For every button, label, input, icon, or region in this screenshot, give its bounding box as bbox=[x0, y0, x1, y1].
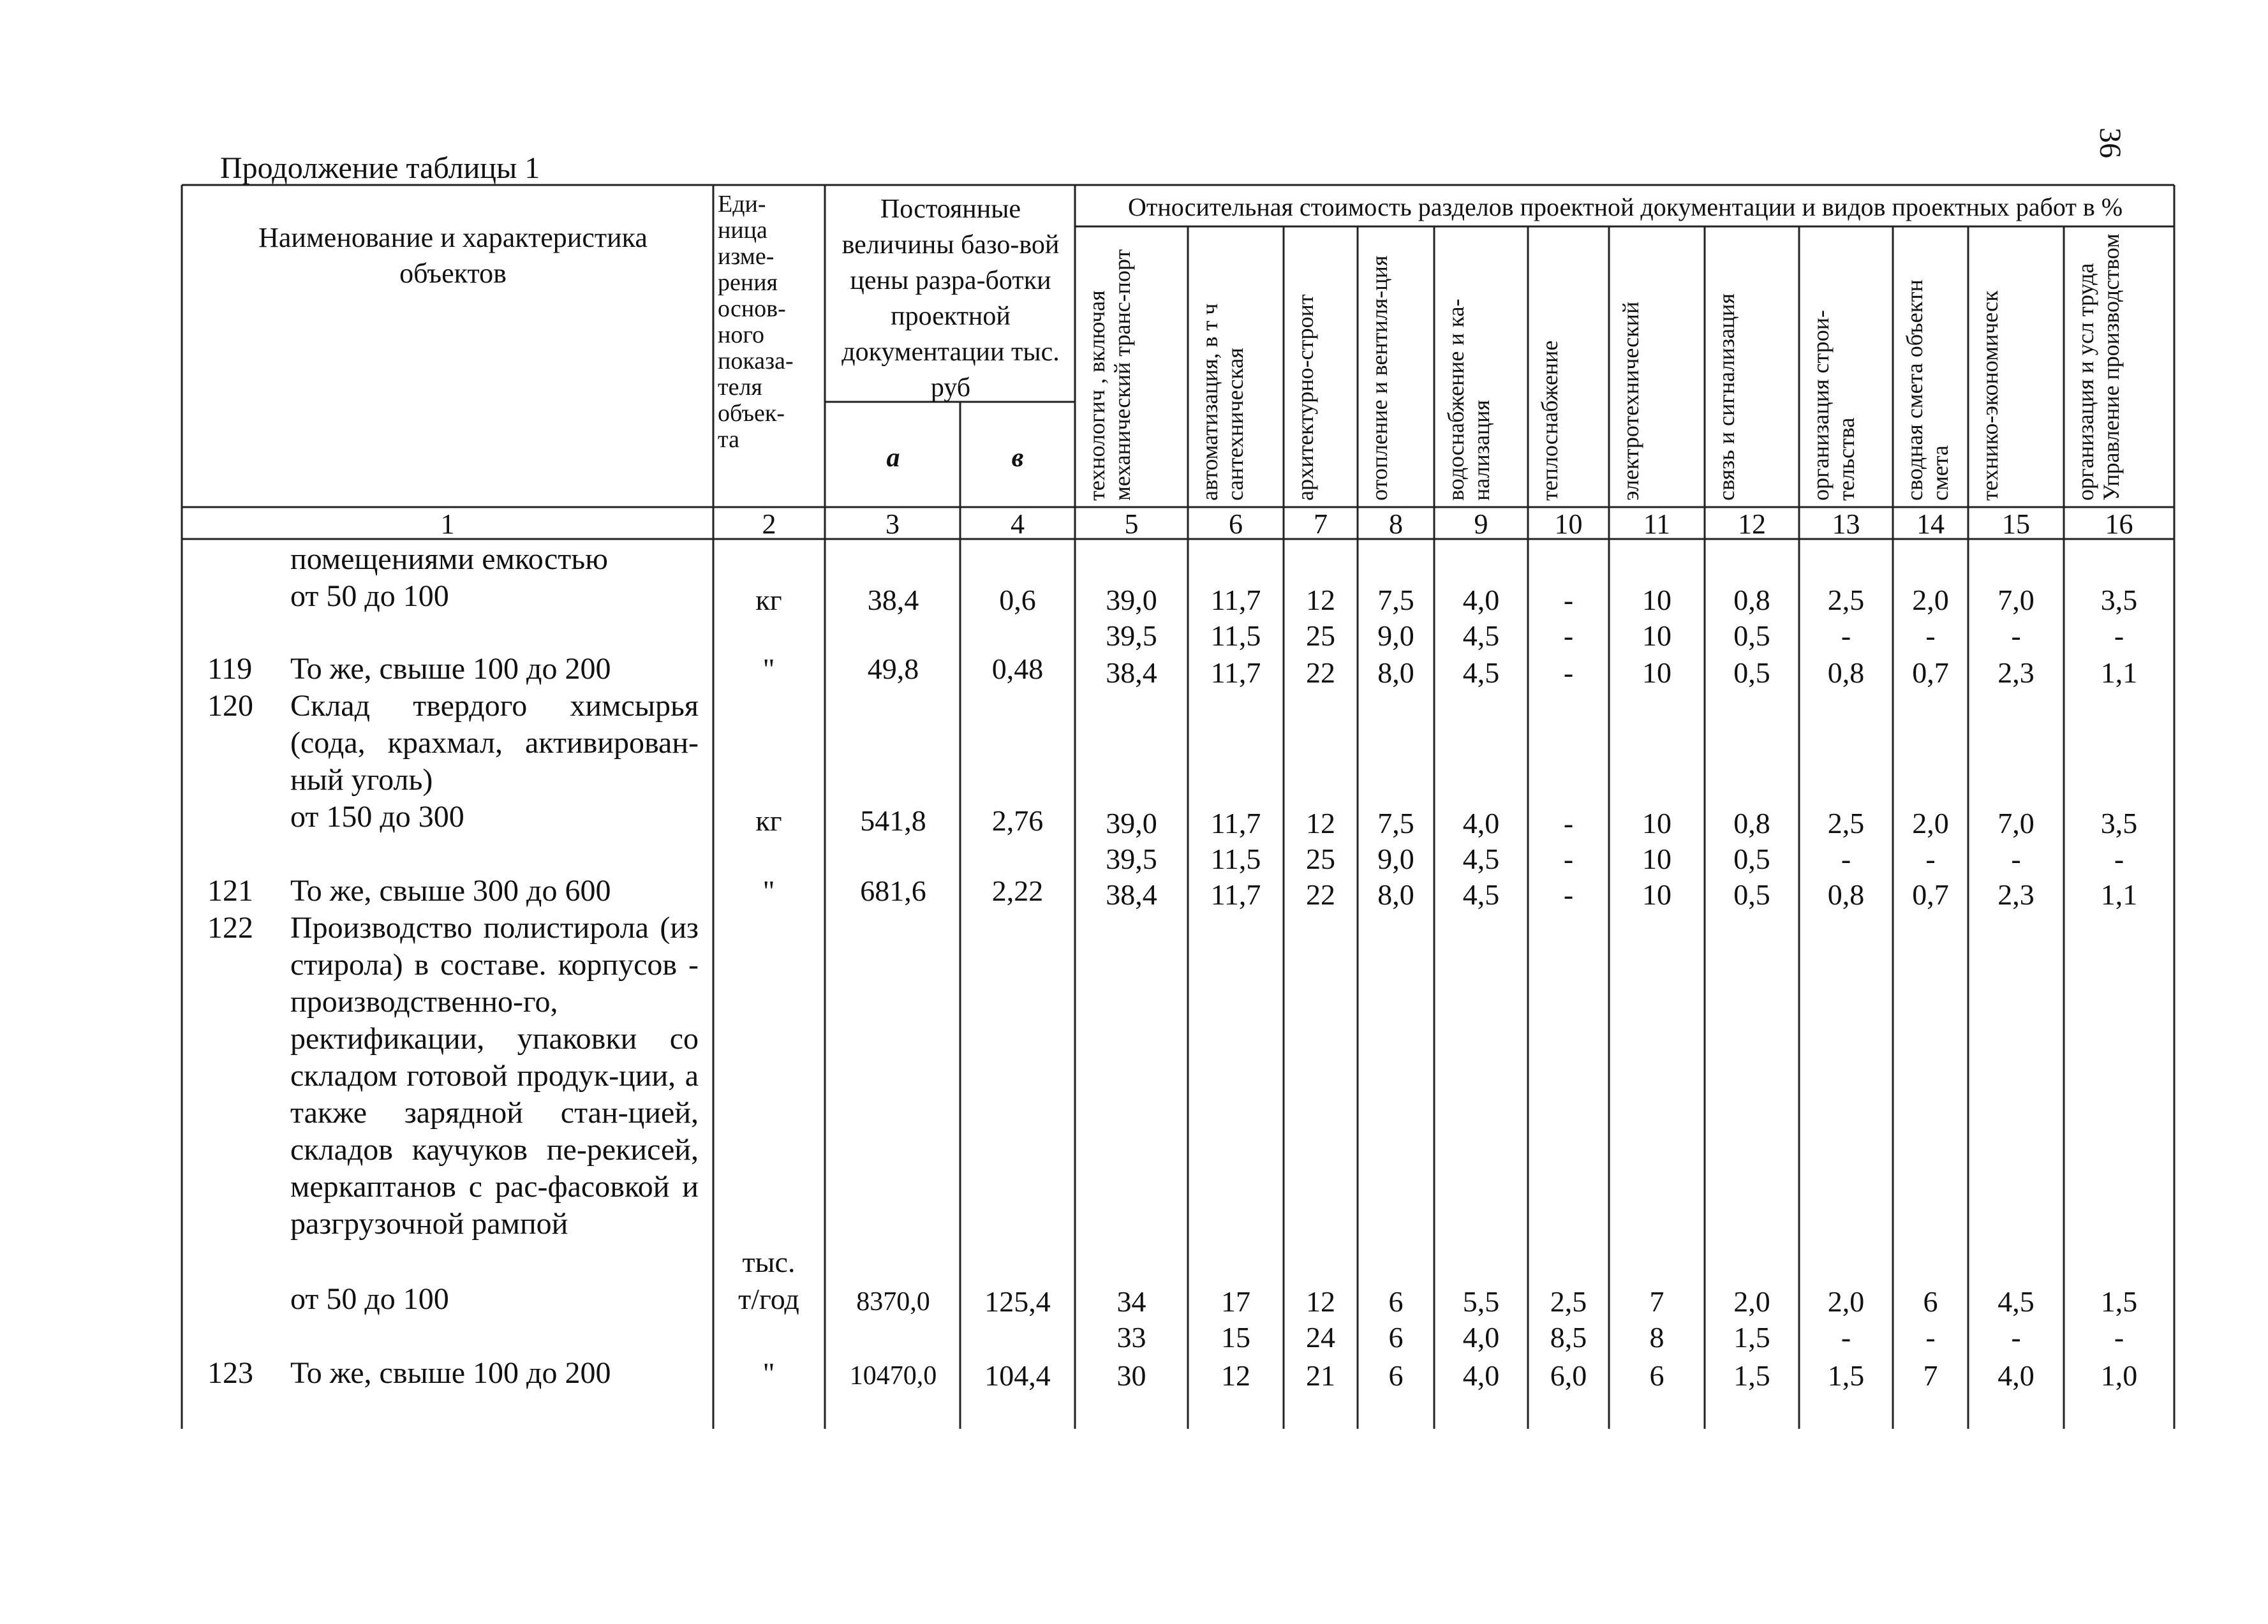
column-number-9: 9 bbox=[1474, 508, 1488, 540]
cell-r0_v1-col15: 7,0 bbox=[1997, 584, 2035, 616]
header-sub-b: в bbox=[1011, 443, 1024, 473]
cell-r123_v-col16: 1,0 bbox=[2100, 1359, 2138, 1392]
header-base-price: Постоянные величины базо-вой цены разра-ботки проектной документации тыс. руб bbox=[841, 195, 1060, 402]
header-name: Наименование и характеристика объектов bbox=[258, 222, 648, 289]
column-number-7: 7 bbox=[1314, 508, 1328, 540]
cell-r122_v2-col12: 1,5 bbox=[1733, 1321, 1770, 1354]
cell-r120_v2-col16: - bbox=[2114, 843, 2124, 875]
cell-r122_v2-col14: - bbox=[1925, 1321, 1936, 1354]
cell-r119_v-col9: 4,5 bbox=[1462, 656, 1500, 689]
cell-r122_v1-col9: 5,5 bbox=[1462, 1285, 1500, 1318]
row120-desc-b: от 150 до 300 bbox=[290, 800, 464, 834]
cell-r120_v1-col10: - bbox=[1563, 807, 1574, 839]
cell-r121_v-col14: 0,7 bbox=[1912, 878, 1949, 911]
cell-r121_v-col5: 38,4 bbox=[1106, 878, 1157, 911]
cell-r0_v2-col15: - bbox=[2011, 619, 2021, 652]
cell-r119_v-col15: 2,3 bbox=[1997, 656, 2035, 689]
cell-r0_v2-col16: - bbox=[2114, 619, 2124, 652]
cell-r0_v1-col12: 0,8 bbox=[1733, 584, 1770, 616]
cell-r120_v2-col8: 9,0 bbox=[1377, 843, 1414, 875]
row119-desc: То же, свыше 100 до 200 bbox=[290, 652, 611, 686]
cell-r122_v2-col10: 8,5 bbox=[1550, 1321, 1587, 1354]
cell-r120_v2-col14: - bbox=[1925, 843, 1936, 875]
row121-desc: То же, свыше 300 до 600 bbox=[290, 874, 611, 908]
header-sub-a: а bbox=[886, 443, 900, 473]
cell-r121_v-col16: 1,1 bbox=[2100, 878, 2138, 911]
header-vertical-16: организация и усл труда Управление производством bbox=[2073, 233, 2124, 501]
header-vertical-14: сводная смета объектн смета bbox=[1902, 279, 1953, 501]
row120-unit: кг bbox=[755, 804, 782, 837]
cell-r0_v2-col12: 0,5 bbox=[1733, 619, 1770, 652]
header-vertical-13: организация строи-тельства bbox=[1808, 310, 1859, 501]
cell-r120_v2-col7: 25 bbox=[1306, 843, 1335, 875]
cell-r120_v1-col5: 39,0 bbox=[1106, 807, 1157, 839]
cell-r119_v-col12: 0,5 bbox=[1733, 656, 1770, 689]
cell-r122_v2-col11: 8 bbox=[1649, 1321, 1664, 1354]
header-vertical-8: отопление и вентиля-ция bbox=[1367, 255, 1392, 501]
row123-number: 123 bbox=[207, 1356, 253, 1390]
cell-r0_v1-col11: 10 bbox=[1642, 584, 1671, 616]
cell-r0_v1-col7: 12 bbox=[1306, 584, 1335, 616]
cell-r0_v2-col5: 39,5 bbox=[1106, 619, 1157, 652]
cell-r123_v-col9: 4,0 bbox=[1462, 1359, 1500, 1392]
row120-number: 120 bbox=[207, 689, 253, 723]
row121-a: 681,6 bbox=[860, 875, 926, 907]
row0-a: 38,4 bbox=[867, 584, 919, 616]
cell-r119_v-col14: 0,7 bbox=[1912, 656, 1949, 689]
row119-b: 0,48 bbox=[991, 653, 1044, 685]
cell-r123_v-col13: 1,5 bbox=[1827, 1359, 1865, 1392]
cell-r0_v2-col11: 10 bbox=[1642, 619, 1671, 652]
row123-unit: " bbox=[762, 1357, 775, 1389]
cell-r0_v2-col8: 9,0 bbox=[1377, 619, 1414, 652]
header-vertical-12: связь и сигнализация bbox=[1714, 293, 1739, 501]
cell-r120_v1-col6: 11,7 bbox=[1210, 807, 1261, 839]
column-number-8: 8 bbox=[1389, 508, 1403, 540]
cell-r121_v-col13: 0,8 bbox=[1827, 878, 1865, 911]
cell-r121_v-col10: - bbox=[1563, 878, 1574, 911]
cell-r122_v1-col8: 6 bbox=[1388, 1285, 1404, 1318]
cell-r120_v1-col14: 2,0 bbox=[1912, 807, 1949, 839]
page-number: 36 bbox=[2093, 128, 2127, 158]
cell-r120_v1-col9: 4,0 bbox=[1462, 807, 1500, 839]
cell-r119_v-col13: 0,8 bbox=[1827, 656, 1865, 689]
cell-r119_v-col6: 11,7 bbox=[1210, 656, 1261, 689]
cell-r119_v-col7: 22 bbox=[1306, 656, 1335, 689]
cell-r119_v-col10: - bbox=[1563, 656, 1574, 689]
header-vertical-15: технико-экономическ bbox=[1977, 290, 2003, 501]
cell-r0_v1-col5: 39,0 bbox=[1106, 584, 1157, 616]
cell-r0_v2-col14: - bbox=[1925, 619, 1936, 652]
cell-r120_v2-col13: - bbox=[1841, 843, 1851, 875]
cell-r121_v-col7: 22 bbox=[1306, 878, 1335, 911]
cell-r123_v-col7: 21 bbox=[1306, 1359, 1335, 1392]
cell-r120_v2-col12: 0,5 bbox=[1733, 843, 1770, 875]
header-vertical-7: архитектурно-строит bbox=[1293, 294, 1318, 501]
column-number-13: 13 bbox=[1832, 508, 1860, 540]
row121-unit: " bbox=[762, 875, 775, 907]
cell-r120_v1-col13: 2,5 bbox=[1827, 807, 1865, 839]
row119-number: 119 bbox=[207, 652, 253, 686]
column-number-3: 3 bbox=[886, 508, 900, 540]
row123-b: 104,4 bbox=[984, 1359, 1051, 1392]
cell-r120_v2-col9: 4,5 bbox=[1462, 843, 1500, 875]
row123-a: 10470,0 bbox=[849, 1361, 937, 1391]
cell-r120_v1-col8: 7,5 bbox=[1377, 807, 1414, 839]
cell-r123_v-col6: 12 bbox=[1221, 1359, 1250, 1392]
cell-r123_v-col15: 4,0 bbox=[1997, 1359, 2035, 1392]
cell-r122_v2-col8: 6 bbox=[1388, 1321, 1404, 1354]
cell-r123_v-col5: 30 bbox=[1116, 1359, 1146, 1392]
cell-r122_v1-col12: 2,0 bbox=[1733, 1285, 1770, 1318]
cell-r0_v1-col6: 11,7 bbox=[1210, 584, 1261, 616]
column-number-5: 5 bbox=[1124, 508, 1139, 540]
cell-r120_v1-col15: 7,0 bbox=[1997, 807, 2035, 839]
cell-r123_v-col10: 6,0 bbox=[1550, 1359, 1587, 1392]
cell-r122_v2-col7: 24 bbox=[1306, 1321, 1335, 1354]
cell-r120_v2-col10: - bbox=[1563, 843, 1574, 875]
row121-b: 2,22 bbox=[991, 875, 1044, 907]
column-number-2: 2 bbox=[762, 508, 776, 540]
row122-unit-b: т/год bbox=[738, 1283, 799, 1315]
cell-r120_v2-col6: 11,5 bbox=[1210, 843, 1261, 875]
cell-r120_v2-col15: - bbox=[2011, 843, 2021, 875]
header-vertical-6: автоматизация, в т ч сантехническая bbox=[1197, 303, 1248, 501]
cell-r122_v2-col5: 33 bbox=[1116, 1321, 1146, 1354]
column-number-12: 12 bbox=[1738, 508, 1766, 540]
cell-r121_v-col9: 4,5 bbox=[1462, 878, 1500, 911]
cell-r122_v1-col10: 2,5 bbox=[1550, 1285, 1587, 1318]
cell-r0_v1-col13: 2,5 bbox=[1827, 584, 1865, 616]
header-vertical-10: теплоснабжение bbox=[1537, 340, 1562, 501]
row120-desc: Склад твердого химсырья (сода, крахмал, активирован-ный уголь) bbox=[290, 689, 699, 797]
column-number-16: 16 bbox=[2105, 508, 2133, 540]
cell-r122_v1-col16: 1,5 bbox=[2100, 1285, 2138, 1318]
column-number-1: 1 bbox=[440, 508, 455, 540]
column-number-11: 11 bbox=[1643, 508, 1671, 540]
cell-r121_v-col6: 11,7 bbox=[1210, 878, 1261, 911]
cell-r0_v2-col7: 25 bbox=[1306, 619, 1335, 652]
cell-r123_v-col8: 6 bbox=[1388, 1359, 1404, 1392]
cell-r123_v-col11: 6 bbox=[1649, 1359, 1664, 1392]
cell-r0_v1-col10: - bbox=[1563, 584, 1574, 616]
row0-desc-b: от 50 до 100 bbox=[290, 579, 449, 613]
cell-r0_v2-col6: 11,5 bbox=[1210, 619, 1261, 652]
cell-r119_v-col11: 10 bbox=[1642, 656, 1671, 689]
cell-r120_v2-col11: 10 bbox=[1642, 843, 1671, 875]
row122-number: 122 bbox=[207, 911, 253, 945]
row120-a: 541,8 bbox=[860, 804, 926, 837]
column-number-15: 15 bbox=[2002, 508, 2030, 540]
cell-r120_v1-col12: 0,8 bbox=[1733, 807, 1770, 839]
row0-desc-a: помещениями емкостью bbox=[290, 542, 609, 576]
cell-r122_v1-col11: 7 bbox=[1649, 1285, 1664, 1318]
cell-r121_v-col8: 8,0 bbox=[1377, 878, 1414, 911]
header-vertical-11: электротехнический bbox=[1618, 301, 1643, 501]
cell-r122_v2-col13: - bbox=[1841, 1321, 1851, 1354]
cell-r121_v-col15: 2,3 bbox=[1997, 878, 2035, 911]
cell-r0_v1-col16: 3,5 bbox=[2100, 584, 2138, 616]
cell-r122_v2-col15: - bbox=[2011, 1321, 2021, 1354]
cell-r119_v-col8: 8,0 bbox=[1377, 656, 1414, 689]
row120-b: 2,76 bbox=[991, 804, 1044, 837]
cell-r122_v2-col9: 4,0 bbox=[1462, 1321, 1500, 1354]
column-number-6: 6 bbox=[1229, 508, 1243, 540]
cell-r122_v2-col6: 15 bbox=[1221, 1321, 1250, 1354]
cell-r0_v2-col13: - bbox=[1841, 619, 1851, 652]
cell-r121_v-col11: 10 bbox=[1642, 878, 1671, 911]
cell-r120_v2-col5: 39,5 bbox=[1106, 843, 1157, 875]
column-number-4: 4 bbox=[1011, 508, 1025, 540]
cell-r0_v1-col8: 7,5 bbox=[1377, 584, 1414, 616]
row119-unit: " bbox=[762, 653, 775, 685]
header-vertical-9: водоснабжение и ка-нализация bbox=[1443, 299, 1494, 501]
row0-unit: кг bbox=[755, 584, 782, 616]
header-vertical-5: технологич , включая механический транс-порт bbox=[1084, 249, 1135, 501]
cell-r0_v1-col14: 2,0 bbox=[1912, 584, 1949, 616]
cell-r122_v1-col14: 6 bbox=[1923, 1285, 1938, 1318]
cell-r122_v2-col16: - bbox=[2114, 1321, 2124, 1354]
cell-r120_v1-col11: 10 bbox=[1642, 807, 1671, 839]
header-relative-cost: Относительная стоимость разделов проектной документации и видов проектных работ в % bbox=[1127, 193, 2123, 221]
row122-desc: Производство полистирола (из стирола) в составе. корпусов - производственно-го, ректификации, упаковки со складом готовой продук-ции, а также зарядной стан-цией, складов каучуков пе-рекисей, меркаптанов с рас-фасовкой и разгрузочной рампой bbox=[290, 911, 699, 1241]
column-number-10: 10 bbox=[1554, 508, 1583, 540]
cell-r119_v-col5: 38,4 bbox=[1106, 656, 1157, 689]
cell-r122_v1-col13: 2,0 bbox=[1827, 1285, 1865, 1318]
row121-number: 121 bbox=[207, 874, 253, 908]
cell-r122_v1-col5: 34 bbox=[1116, 1285, 1146, 1318]
row122-unit-a: тыс. bbox=[742, 1246, 796, 1278]
row122-a: 8370,0 bbox=[856, 1287, 930, 1317]
row0-b: 0,6 bbox=[999, 584, 1036, 616]
cell-r122_v1-col7: 12 bbox=[1306, 1285, 1335, 1318]
row123-desc: То же, свыше 100 до 200 bbox=[290, 1356, 611, 1390]
cell-r0_v2-col9: 4,5 bbox=[1462, 619, 1500, 652]
row122-b: 125,4 bbox=[984, 1285, 1051, 1318]
cell-r0_v1-col9: 4,0 bbox=[1462, 584, 1500, 616]
cell-r119_v-col16: 1,1 bbox=[2100, 656, 2138, 689]
cell-r0_v2-col10: - bbox=[1563, 619, 1574, 652]
cell-r123_v-col14: 7 bbox=[1923, 1359, 1938, 1392]
table-caption: Продолжение таблицы 1 bbox=[220, 151, 540, 185]
header-unit: Еди- ница изме- рения основ- ного показа- теля объек- та bbox=[718, 191, 794, 453]
column-number-14: 14 bbox=[1916, 508, 1945, 540]
cell-r123_v-col12: 1,5 bbox=[1733, 1359, 1770, 1392]
row119-a: 49,8 bbox=[867, 653, 919, 685]
cell-r122_v1-col15: 4,5 bbox=[1997, 1285, 2035, 1318]
cell-r120_v1-col16: 3,5 bbox=[2100, 807, 2138, 839]
row122-desc-b: от 50 до 100 bbox=[290, 1282, 449, 1316]
cell-r120_v1-col7: 12 bbox=[1306, 807, 1335, 839]
cell-r121_v-col12: 0,5 bbox=[1733, 878, 1770, 911]
cell-r122_v1-col6: 17 bbox=[1221, 1285, 1250, 1318]
